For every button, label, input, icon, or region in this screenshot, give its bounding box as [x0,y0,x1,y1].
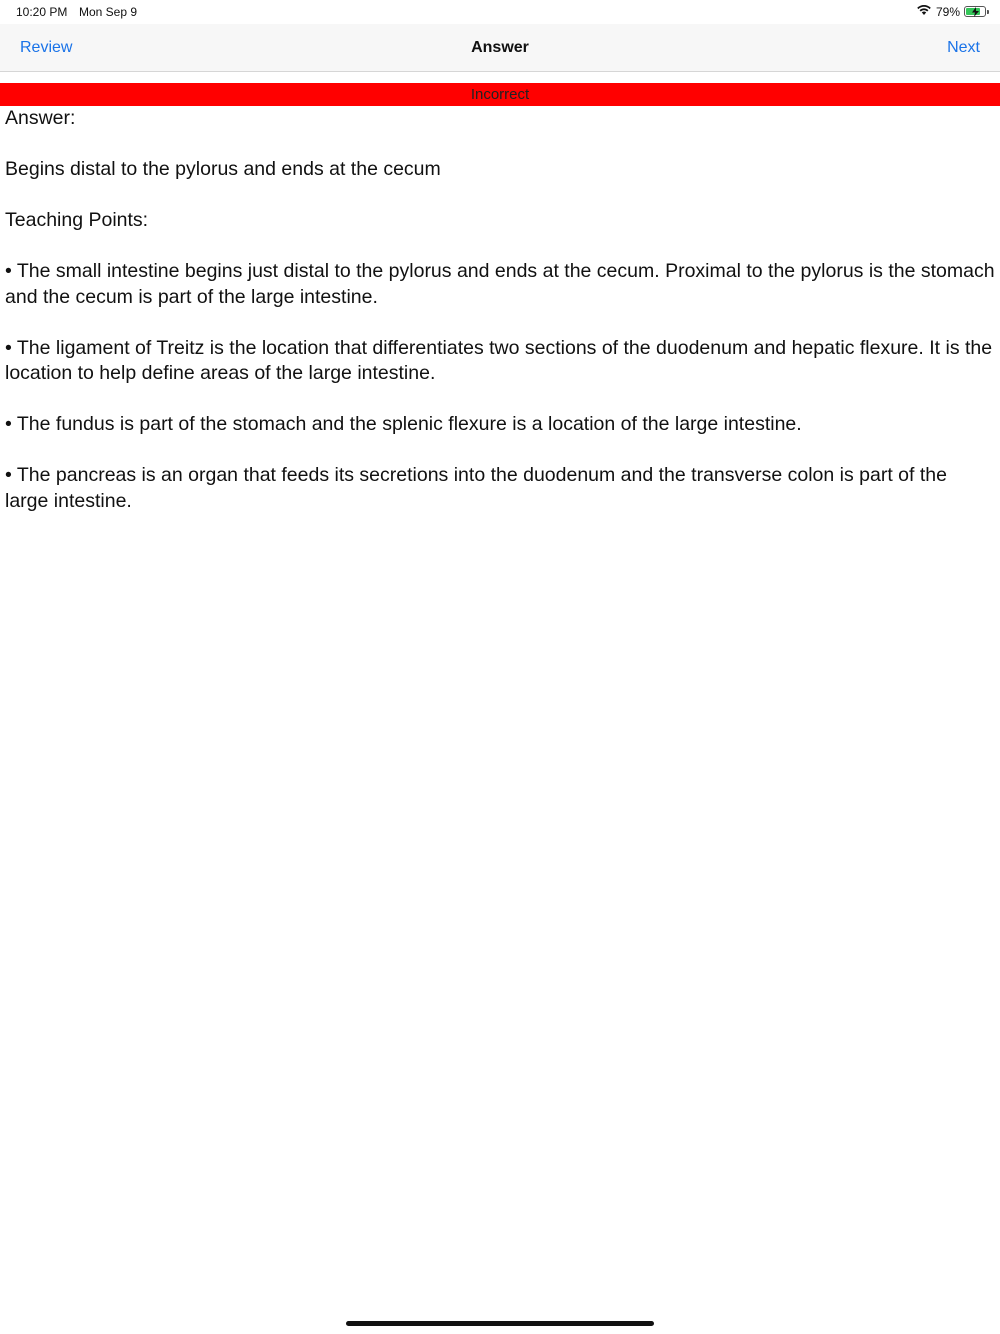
battery-tip [987,10,989,14]
status-date: Mon Sep 9 [79,5,138,19]
result-banner: Incorrect [0,83,1000,106]
answer-text: Begins distal to the pylorus and ends at the cecum [5,158,441,180]
wifi-icon [916,4,932,19]
charging-bolt-icon [971,7,980,17]
page-title: Answer [471,39,529,56]
teaching-point: • The small intestine begins just distal to the pylorus and ends at the cecum. Proximal to the pylorus is the stomach and the cecum is part of the large intestine. [5,260,995,308]
status-indicators [916,4,986,19]
answer-heading: Answer: [5,107,76,129]
review-button[interactable]: Review [20,39,73,56]
navigation-bar [0,24,1000,72]
home-indicator[interactable] [346,1321,654,1326]
answer-content [5,106,995,540]
status-bar [0,0,1000,24]
battery-percent: 79% [935,4,960,19]
next-button[interactable]: Next [947,39,980,56]
battery-charging-icon [964,6,986,17]
teaching-point: • The ligament of Treitz is the location that differentiates two sections of the duodenum and hepatic flexure. It is the location to help define areas of the large intestine. [5,336,993,384]
teaching-point: • The fundus is part of the stomach and the splenic flexure is a location of the large intestine. [5,413,802,435]
teaching-point: • The pancreas is an organ that feeds its secretions into the duodenum and the transverse colon is part of the large intestine. [5,464,947,512]
teaching-points-heading: Teaching Points: [5,209,149,231]
status-time: 10:20 PM [16,5,68,19]
